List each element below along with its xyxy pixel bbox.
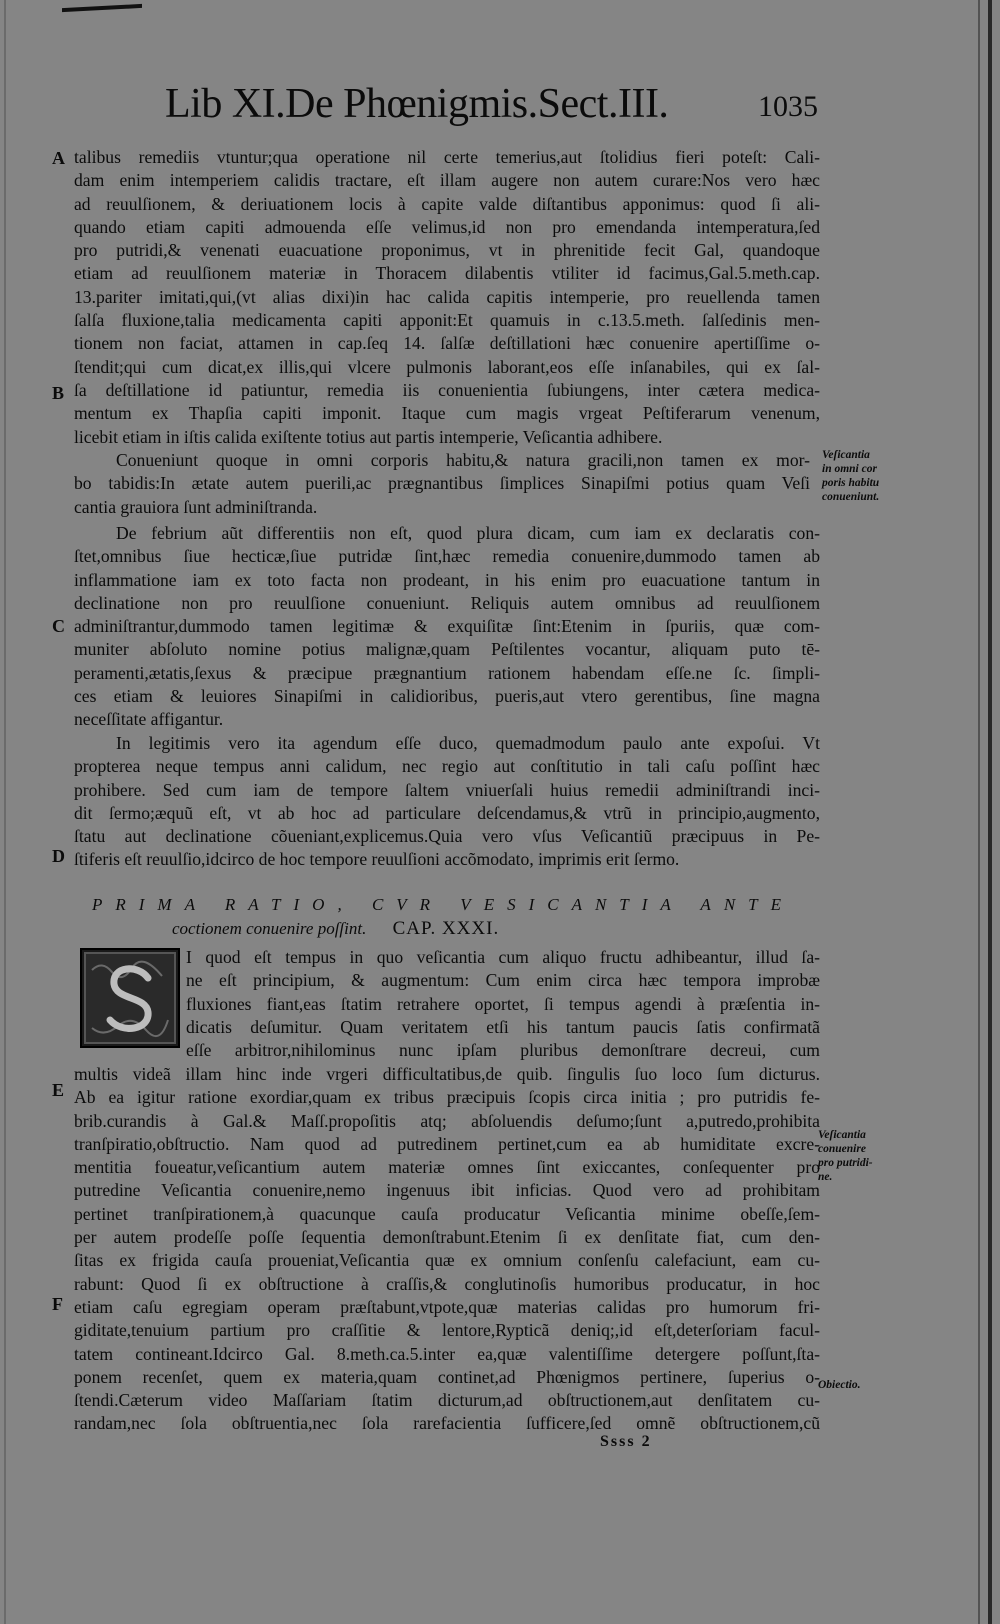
left-edge <box>4 0 6 1624</box>
text-line: cantia grauiora ſunt adminiſtranda. <box>74 496 318 517</box>
text-line: ſalſa fluxione,talia medicamenta capiti apponit:Et quamuis in c.13.5.meth. ſalſedinis men- <box>74 310 820 331</box>
margin-note-3 <box>818 1378 860 1392</box>
margin-note-2 <box>818 1128 873 1184</box>
text-line: muniter abſoluto nomine potius malignæ,quam Peſtilentes vocantur, aliquam puto tē- <box>74 639 820 660</box>
text-line: dicatis deſumitur. Quam veritatem etſi his tantum paucis ſatis confirmatã <box>186 1016 820 1037</box>
text-line: mentum ex Thapſia capiti imponit. Itaque cum magis vrgeat Peſtiferarum venenum, <box>74 403 820 424</box>
text-block-3 <box>74 522 820 732</box>
margin-note-line: Veſicantia <box>822 449 870 461</box>
text-line: peramenti,ætatis,ſexus & præcipue prægnantium rationem habendam eſſe.ne ſc. ſimpli- <box>74 662 820 683</box>
margin-note-line: conuenire <box>818 1143 866 1155</box>
text-line: neceſſitate affigantur. <box>74 709 224 730</box>
text-line: mentitia foueatur,veſicantium autem materiæ omnes ſint exiccantes, conſequenter pro <box>74 1157 820 1178</box>
text-line: Ab ea igitur ratione exordiar,quam ex tribus præcipuis ſcopis circa initia ; pro putridis fe- <box>74 1087 820 1108</box>
text-line: propterea neque tempus anni calidum, nec regio aut conſtitutio in tali caſu poſſint hæc <box>74 756 820 777</box>
top-rule <box>62 4 142 12</box>
text-line: brib.curandis à Gal.& Maſſ.propoſitis atq; abſoluendis deſumo;ſunt a,putredo,prohibita <box>74 1110 820 1131</box>
text-line: ſtatu aut declinatione cõueniant,explicemus.Quia vero vſus Veſicantiũ præcipuus in Pe- <box>74 826 820 847</box>
signature-mark: Ssss 2 <box>600 1433 652 1450</box>
text-line: etiam caſu egregiam operam præſtabunt,vtpote,quæ materias calidas pro humorum fri- <box>74 1296 820 1317</box>
margin-note-line: poris habitu <box>822 477 880 489</box>
text-block-5 <box>186 946 820 1062</box>
text-line: Conueniunt quoque in omni corporis habitu,& natura gracili,non tamen ex mor- <box>116 450 810 470</box>
text-line: etiam ad reuulſionem materiæ in Thoracem dilabentis vtiliter id facimus,Gal.5.meth.cap. <box>74 263 820 284</box>
text-line: tionem non faciat, attamen in cap.ſeq 14. ſalſæ deſtillationi hæc conuenire apertiſſime o- <box>74 333 820 354</box>
text-line: adminiſtrantur,dummodo tamen legitimæ & exquiſitæ ſint:Etenim in ſpuriis, quæ com- <box>74 616 820 637</box>
text-line: multis videã illam hinc inde vrgeri difficultatibus,de quib. ſingulis ſuo loco ſum dicturus. <box>74 1064 820 1084</box>
margin-note-line: pro putridi- <box>818 1157 873 1169</box>
text-line: per autem prodeſſe poſſe ſequentia demonſtrabunt.Etenim ſi ex denſitate fiat, cum den- <box>74 1227 820 1248</box>
text-line: ces etiam & leuiores Sinapiſmi in calidioribus, pueris,aut vtero gerentibus, ſine magna <box>74 686 820 707</box>
text-block-1 <box>74 146 820 449</box>
ornament-initial-icon <box>82 950 178 1046</box>
text-line: ſa deſtillatione id patiuntur, remedia iis conuenientia ſubiungens, inter cætera medica- <box>74 379 820 400</box>
text-line: licebit etiam in iſtis calida exiſtente totius aut partis intemperie, Veſicantia adhibere. <box>74 426 663 447</box>
margin-note-line: Obiectio. <box>818 1379 861 1391</box>
text-line: dit ſermo;æquũ eſt, vt ab hoc ad particulare deſcendamus,& vtrũ in principio,augmento, <box>74 802 820 823</box>
text-line: ponem recenſet, quem ex materia,quam continet,ad Phœnigmos pertinere, ſuperius o- <box>74 1366 820 1387</box>
margin-note-line: in omni cor <box>822 463 877 475</box>
text-line: giditate,tenuium partium pro craſſitie & lentore,Rypticã deniq;,id eſt,deterſoriam facul- <box>74 1320 820 1341</box>
text-line: In legitimis vero ita agendum eſſe duco, quemadmodum paulo ante expoſui. Vt <box>116 733 820 753</box>
text-line: rabunt: Quod ſi ex obſtructione à craſſis,& conglutinoſis humoribus producatur, in hoc <box>74 1273 820 1294</box>
section-letter-b: B <box>52 383 65 403</box>
text-line: 13.pariter imitati,qui,(vt alias dixi)in hac calida capitis intemperie, pro reuellenda tamen <box>74 286 820 307</box>
section-letter-a: A <box>52 148 65 168</box>
chapter-subtitle-line <box>172 918 499 940</box>
text-line: pertinet tranſpirationem,à quacunque cauſa producatur Veſicantia minime obeſſe,ſem- <box>74 1203 820 1224</box>
text-line: ne eſt principium, & augmentum: Cum enim circa hæc tempora improbæ <box>186 970 820 991</box>
text-line: De febrium aũt differentiis non eſt, quod plura dicam, cum iam ex declaratis con- <box>116 523 820 543</box>
right-edge-inner <box>978 0 980 1624</box>
text-line: ſtendit;qui cum dicat,ex illis,qui vlcere pulmonis laborant,eos eſſe inſanabiles, qui ex ſal- <box>74 356 820 377</box>
text-line: I quod eſt tempus in quo veſicantia cum aliquo fructu adhibeantur, illud ſa- <box>186 947 820 967</box>
margin-note-line: conueniunt. <box>822 491 880 503</box>
section-letter-c: C <box>52 616 65 636</box>
text-line: bo tabidis:In ætate autem puerili,ac prægnantibus ſimplices Sinapiſmi potius quam Veſi <box>74 473 810 494</box>
text-line: tatem contineant.Idcirco Gal. 8.meth.ca.5.inter ea,quæ valentiſſime detergere poſſunt,ſta- <box>74 1343 820 1364</box>
text-line: ſitas ex frigida cauſa proueniat,Veſicantia quæ ex omnium conſenſu calefaciunt, eam cu- <box>74 1250 820 1271</box>
text-line: pro putridi,& venenati euacuatione proponimus, vt in phrenitide fecit Gal, quandoque <box>74 240 820 261</box>
chapter-subtitle: coctionem conuenire poſſint. <box>172 919 367 938</box>
text-line: fluxiones fiant,eas ſtatim retrahere oportet, ſi tempus agendi à præſentia in- <box>186 993 820 1014</box>
page-number: 1035 <box>758 90 818 123</box>
text-line: ſtendi.Cæterum video Maſſariam ſtatim dicturum,ad obſtructionem,aut denſitatem cu- <box>74 1390 820 1411</box>
text-block-4 <box>74 732 820 872</box>
text-line: quando etiam capiti admouenda eſſe velimus,id non pro emendanda intemperatura,ſed <box>74 216 820 237</box>
text-line: inflammatione iam ex toto facta non prodeant, in his enim pro euacuatione tantum in <box>74 569 820 590</box>
text-line: dam enim intemperiem calidis tractare, eſt illam augere non autem curare:Nos vero hæc <box>74 170 820 191</box>
text-block-6 <box>74 1063 820 1436</box>
text-line: eſſe arbitror,nihilominus nunc ipſam pluribus demonſtrare decreui, cum <box>186 1040 820 1061</box>
margin-note-1 <box>822 448 879 504</box>
section-letter-e: E <box>52 1080 65 1100</box>
text-line: ad reuulſionem, & deriuationem locis à capite valde diſtantibus apponimus: quod ſi ali- <box>74 193 820 214</box>
chapter-number: CAP. XXXI. <box>392 918 500 939</box>
text-line: declinatione non pro reuulſione conueniunt. Reliquis autem omnibus ad reuulſionem <box>74 592 820 613</box>
text-line: prohibere. Sed cum iam de tempore ſaltem vniuerſali huius remedii adminiſtrandi inci- <box>74 779 820 800</box>
text-line: ſtiferis eſt reuulſio,idcirco de hoc tempore reuulſioni accõmodato, imprimis erit ſermo. <box>74 849 680 870</box>
text-line: putredine Veſicantia conuenire,nemo ingenuus ibit inficias. Quod vero ad prohibitam <box>74 1180 820 1201</box>
text-line: ſtet,omnibus ſiue hecticæ,ſiue putridæ ſint,hæc remedia conuenire,dummodo tamen ab <box>74 546 820 567</box>
section-letter-d: D <box>52 846 65 866</box>
text-line: randam,nec ſola obſtruentia,nec ſola rarefacientia ſufficere,ſed omnẽ obſtructionem,cũ <box>74 1413 820 1434</box>
section-letter-f: F <box>52 1294 63 1314</box>
margin-note-line: ne. <box>818 1171 833 1183</box>
text-line: tranſpiratio,obſtructio. Nam quod ad putredinem pertinet,cum ea ab humiditate excre- <box>74 1133 820 1154</box>
decorated-initial-s <box>80 948 180 1048</box>
right-edge <box>988 0 992 1624</box>
margin-note-line: Veſicantia <box>818 1129 866 1141</box>
text-block-2 <box>74 449 810 519</box>
running-title: Lib XI.De Phœnigmis.Sect.III. <box>165 81 669 127</box>
chapter-title: PRIMA RATIO, CVR VESICANTIA ANTE <box>92 895 794 914</box>
text-line: talibus remediis vtuntur;qua operatione nil certe temerius,aut ſtolidius fieri poteſt: Cali- <box>74 147 820 167</box>
